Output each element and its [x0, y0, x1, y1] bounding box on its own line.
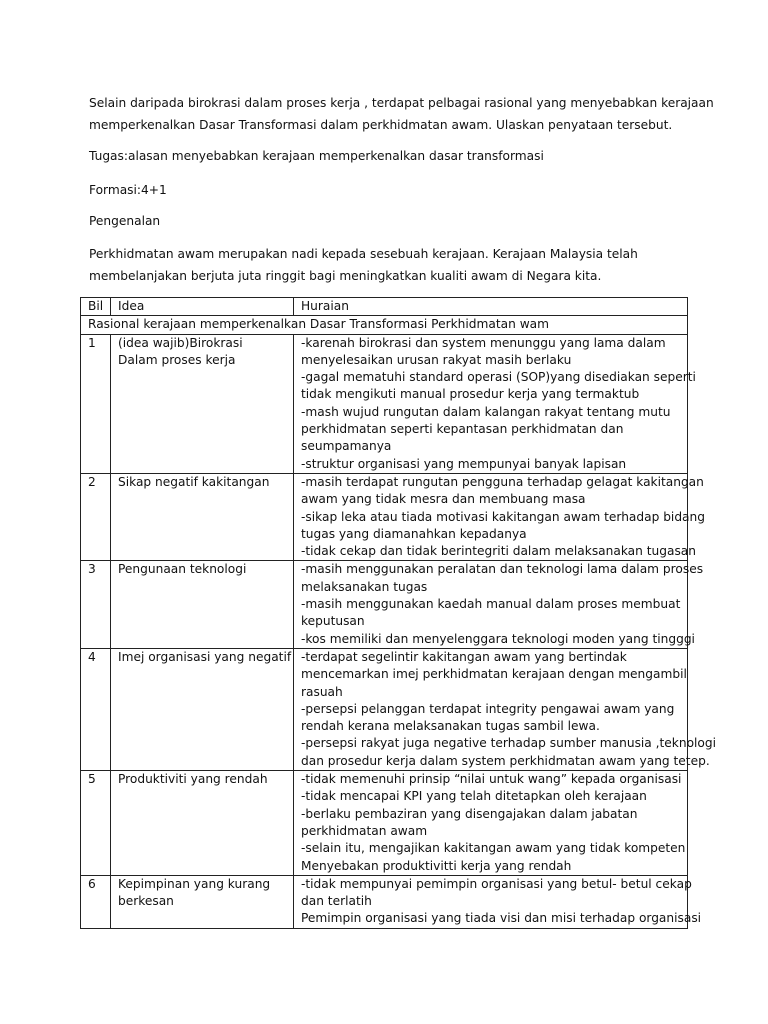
idea-line: Pengunaan teknologi — [118, 562, 247, 577]
huraian-line: menyelesaikan urusan rakyat masih berlaku — [301, 352, 572, 367]
rationale-table — [80, 297, 717, 929]
header-huraian: Huraian — [294, 298, 688, 316]
row-huraian — [294, 875, 702, 928]
row-idea — [111, 334, 294, 473]
table-row — [81, 771, 688, 876]
intro-line: memperkenalkan Dasar Transformasi dalam perkhidmatan awam. Ulaskan penyataan tersebut. — [89, 118, 673, 132]
section-title: Rasional kerajaan memperkenalkan Dasar Transformasi Perkhidmatan wam — [81, 316, 688, 334]
table-row — [81, 648, 688, 770]
huraian-line: keputusan — [301, 614, 365, 629]
huraian-line: -masih terdapat rungutan pengguna terhadap gelagat kakitangan — [301, 474, 704, 489]
huraian-line: -masih menggunakan peralatan dan teknologi lama dalam proses — [301, 562, 704, 577]
idea-line: Imej organisasi yang negatif — [118, 649, 292, 664]
idea-line: Sikap negatif kakitangan — [118, 474, 270, 489]
table-section-row — [81, 316, 688, 334]
huraian-line: awam yang tidak mesra dan membuang masa — [301, 492, 586, 507]
huraian-line: dan terlatih — [301, 894, 372, 909]
idea-line: Produktiviti yang rendah — [118, 772, 268, 787]
intro-line: Selain daripada birokrasi dalam proses kerja , terdapat pelbagai rasional yang menyebabkan kerajaan — [89, 96, 714, 110]
pengenalan-heading — [89, 210, 689, 232]
huraian-line: dan prosedur kerja dalam system perkhidmatan awam yang tetep. — [301, 753, 710, 768]
huraian-line: -masih menggunakan kaedah manual dalam proses membuat — [301, 597, 681, 612]
row-bil: 6 — [81, 875, 111, 928]
huraian-line: -tidak mempunyai pemimpin organisasi yang betul- betul cekap — [301, 876, 692, 891]
huraian-line: -selain itu, mengajikan kakitangan awam yang tidak kompeten — [301, 841, 686, 856]
table-row — [81, 875, 688, 928]
row-huraian — [294, 334, 696, 473]
row-bil: 1 — [81, 334, 111, 473]
row-idea — [111, 875, 294, 928]
huraian-line: -struktur organisasi yang mempunyai banyak lapisan — [301, 456, 627, 471]
huraian-line: -gagal mematuhi standard operasi (SOP)yang disediakan seperti — [301, 370, 696, 385]
huraian-line: -berlaku pembaziran yang disengajakan dalam jabatan — [301, 806, 638, 821]
formasi-line — [89, 179, 689, 201]
huraian-line: tidak mengikuti manual prosedur kerja yang termaktub — [301, 387, 640, 402]
tugas-line — [89, 145, 689, 167]
huraian-line: rendah kerana melaksanakan tugas sambil lewa. — [301, 719, 600, 734]
huraian-line: -karenah birokrasi dan system menunggu yang lama dalam — [301, 335, 666, 350]
huraian-line: Pemimpin organisasi yang tiada visi dan misi terhadap organisasi — [301, 911, 702, 926]
huraian-line: -tidak memenuhi prinsip “nilai untuk wang” kepada organisasi — [301, 772, 682, 787]
idea-line: Kepimpinan yang kurang — [118, 876, 271, 891]
row-bil: 3 — [81, 561, 111, 648]
table-header-row — [81, 298, 688, 316]
huraian-line: -tidak mencapai KPI yang telah ditetapkan oleh kerajaan — [301, 789, 647, 804]
idea-line: berkesan — [118, 894, 174, 909]
row-huraian — [294, 473, 705, 560]
row-huraian — [294, 648, 717, 770]
huraian-line: -sikap leka atau tiada motivasi kakitangan awam terhadap bidang — [301, 509, 705, 524]
row-bil: 4 — [81, 648, 111, 770]
idea-line: Dalam proses kerja — [118, 352, 236, 367]
row-bil: 5 — [81, 771, 111, 876]
huraian-line: perkhidmatan seperti kepantasan perkhidmatan dan — [301, 422, 624, 437]
body-paragraph — [89, 243, 689, 287]
huraian-line: Menyebakan produktivitti kerja yang rendah — [301, 858, 572, 873]
body-line: membelanjakan berjuta juta ringgit bagi meningkatkan kualiti awam di Negara kita. — [89, 269, 602, 283]
intro-paragraph — [89, 92, 714, 136]
huraian-line: -mash wujud rungutan dalam kalangan rakyat tentang mutu — [301, 404, 671, 419]
huraian-line: perkhidmatan awam — [301, 823, 428, 838]
table-row — [81, 334, 688, 473]
huraian-line: -terdapat segelintir kakitangan awam yang bertindak — [301, 649, 627, 664]
table-row — [81, 561, 688, 648]
huraian-line: seumpamanya — [301, 439, 392, 454]
body-line: Perkhidmatan awam merupakan nadi kepada sesebuah kerajaan. Kerajaan Malaysia telah — [89, 247, 638, 261]
header-idea: Idea — [111, 298, 294, 316]
row-huraian — [294, 561, 704, 648]
huraian-line: mencemarkan imej perkhidmatan kerajaan dengan mengambil — [301, 667, 687, 682]
row-huraian — [294, 771, 688, 876]
row-idea — [111, 473, 294, 560]
table-body — [81, 298, 717, 929]
huraian-line: -tidak cekap dan tidak berintegriti dalam melaksanakan tugasan — [301, 544, 696, 559]
pengenalan-text: Pengenalan — [89, 214, 161, 228]
huraian-line: melaksanakan tugas — [301, 579, 428, 594]
table-row — [81, 473, 688, 560]
row-idea — [111, 771, 294, 876]
tugas-text: Tugas:alasan menyebabkan kerajaan memperkenalkan dasar transformasi — [89, 149, 544, 163]
idea-line: (idea wajib)Birokrasi — [118, 335, 243, 350]
huraian-line: rasuah — [301, 684, 343, 699]
huraian-line: -kos memiliki dan menyelenggara teknologi moden yang tingggi — [301, 631, 695, 646]
formasi-text: Formasi:4+1 — [89, 183, 167, 197]
row-bil: 2 — [81, 473, 111, 560]
huraian-line: tugas yang diamanahkan kepadanya — [301, 526, 527, 541]
huraian-line: -persepsi rakyat juga negative terhadap sumber manusia ,teknologi — [301, 736, 717, 751]
row-idea — [111, 648, 294, 770]
row-idea — [111, 561, 294, 648]
huraian-line: -persepsi pelanggan terdapat integrity pengawai awam yang — [301, 701, 675, 716]
header-bil: Bil — [81, 298, 111, 316]
